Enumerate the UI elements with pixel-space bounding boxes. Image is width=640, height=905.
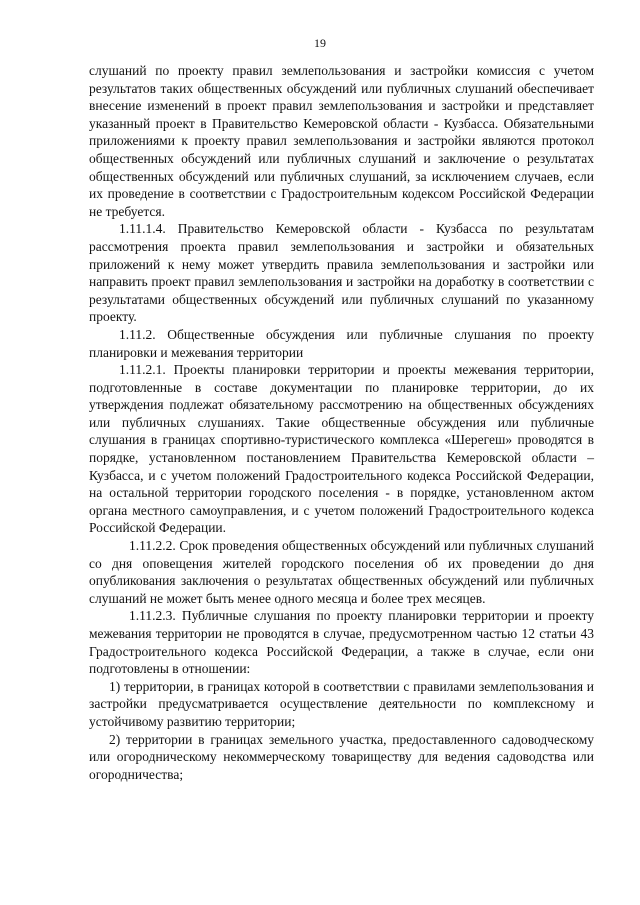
list-item-2: 2) территории в границах земельного участка, предоставленного садоводческому или огородническому некоммерческому товариществу для ведения садоводства или огородничества;	[89, 731, 594, 782]
section-heading-1-11-2: 1.11.2. Общественные обсуждения или публичные слушания по проекту планировки и межевания территории	[89, 326, 594, 360]
paragraph-1-11-2-2: 1.11.2.2. Срок проведения общественных обсуждений или публичных слушаний со дня оповещения жителей городского поселения об их проведении до дня опубликования заключения о результатах общественных обсуждений или публичных слушаний не может быть менее одного месяца и более трех месяцев.	[89, 538, 594, 606]
document-body	[89, 62, 594, 783]
paragraph-continuation: слушаний по проекту правил землепользования и застройки комиссия с учетом результатов таких общественных обсуждений или публичных слушаний обеспечивает внесение изменений в проект правил землепользования и застройки и представляет указанный проект в Правительство Кемеровской области - Кузбасса. Обязательными приложениями к проекту правил землепользования и застройки являются протокол общественных обсуждений или публичных слушаний и заключение о результатах общественных обсуждений или публичных слушаний, за исключением случаев, если их проведение в соответствии с Градостроительным кодексом Российской Федерации не требуется.	[89, 63, 594, 219]
page-number: 19	[314, 36, 326, 50]
paragraph-1-11-2-3: 1.11.2.3. Публичные слушания по проекту планировки территории и проекту межевания территории не проводятся в случае, предусмотренном частью 12 статьи 43 Градостроительного кодекса Российской Федерации, а также в случае, если они подготовлены в отношении:	[89, 608, 594, 677]
paragraph-1-11-1-4: 1.11.1.4. Правительство Кемеровской области - Кузбасса по результатам рассмотрения проекта правил землепользования и застройки и обязательных приложений к нему может утвердить правила землепользования и застройки или направить проект правил землепользования и застройки на доработку в соответствии с результатами общественных обсуждений или публичных слушаний по указанному проекту.	[89, 221, 594, 325]
paragraph-1-11-2-1: 1.11.2.1. Проекты планировки территории и проекты межевания территории, подготовленные в составе документации по планировке территории, до их утверждения подлежат обязательному рассмотрению на общественных обсуждениях или публичных слушаниях. Такие общественные обсуждения или публичные слушания в границах спортивно-туристического комплекса «Шерегеш» проводятся в порядке, установленном постановлением Правительства Кемеровской области – Кузбасса, и с учетом положений Градостроительного кодекса Российской Федерации, на остальной территории городского поселения - в порядке, установленном актом органа местного самоуправления, и с учетом положений Градостроительного кодекса Российской Федерации.	[89, 362, 594, 536]
list-item-1: 1) территории, в границах которой в соответствии с правилами землепользования и застройки предусматривается осуществление деятельности по комплексному и устойчивому развитию территории;	[89, 678, 594, 729]
